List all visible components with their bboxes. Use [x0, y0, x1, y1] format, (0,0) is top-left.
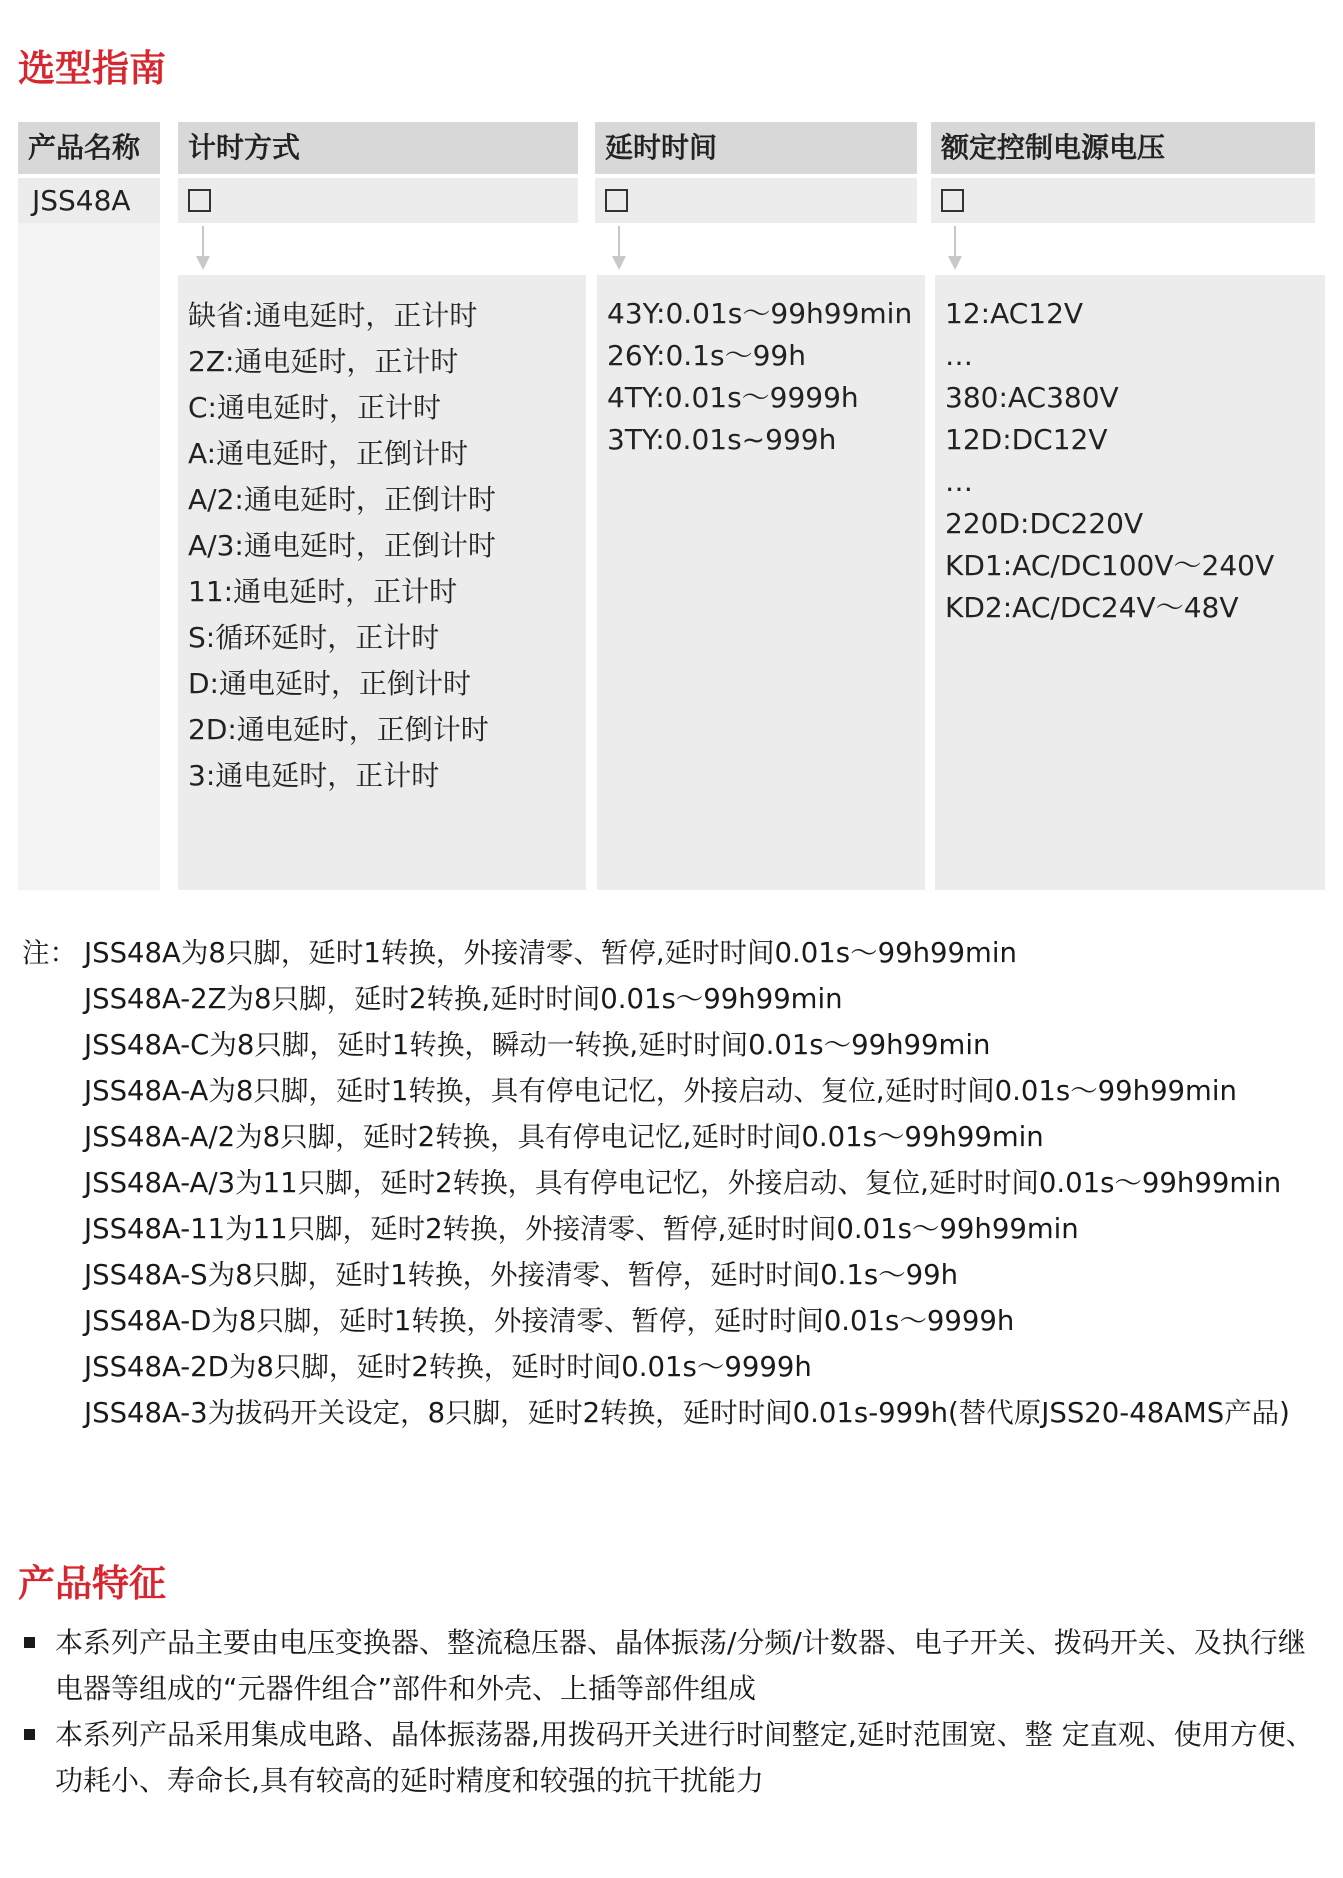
note-text: JSS48A-A/2为8只脚，延时2转换，具有停电记忆,延时时间0.01s～99h99min — [84, 1121, 1044, 1153]
note-line — [22, 1344, 1332, 1390]
feature-item — [22, 1620, 1322, 1712]
empty-box-icon — [188, 189, 211, 212]
delay-time-item: 4TY:0.01s～9999h — [607, 381, 859, 414]
delay-time-item: 3TY:0.01s~999h — [607, 423, 837, 456]
timing-mode-item: 2D:通电延时，正倒计时 — [188, 713, 489, 746]
timing-mode-placeholder — [178, 178, 578, 223]
note-line — [22, 1114, 1332, 1160]
voltage-item: 380:AC380V — [945, 381, 1119, 414]
note-text: JSS48A为8只脚，延时1转换，外接清零、暂停,延时时间0.01s～99h99min — [84, 937, 1017, 969]
square-bullet-icon — [24, 1729, 35, 1740]
timing-mode-item: 3:通电延时，正计时 — [188, 759, 440, 792]
delay-time-list — [597, 275, 925, 890]
note-line — [22, 1252, 1332, 1298]
features-title: 产品特征 — [18, 1562, 166, 1605]
voltage-item: KD1:AC/DC100V～240V — [945, 549, 1275, 582]
voltage-item: 12:AC12V — [945, 297, 1084, 330]
note-line — [22, 1160, 1332, 1206]
voltage-item: … — [945, 339, 973, 372]
voltage-item: KD2:AC/DC24V～48V — [945, 591, 1239, 624]
delay-time-item: 26Y:0.1s～99h — [607, 339, 806, 372]
down-arrow-icon — [609, 224, 629, 274]
note-text: JSS48A-A为8只脚，延时1转换，具有停电记忆，外接启动、复位,延时时间0.01s～99h99min — [84, 1075, 1237, 1107]
note-line — [22, 976, 1332, 1022]
note-text: JSS48A-C为8只脚，延时1转换，瞬动一转换,延时时间0.01s～99h99min — [84, 1029, 991, 1061]
header-timing-mode: 计时方式 — [178, 122, 578, 174]
note-text: JSS48A-3为拔码开关设定，8只脚，延时2转换，延时时间0.01s-999h(替代原JSS20-48AMS产品) — [84, 1397, 1290, 1429]
features-list — [22, 1620, 1322, 1804]
note-line — [22, 1298, 1332, 1344]
header-control-voltage: 额定控制电源电压 — [931, 122, 1315, 174]
feature-text: 本系列产品主要由电压变换器、整流稳压器、晶体振荡/分频/计数器、电子开关、拨码开关、及执行继电器等组成的“元器件组合”部件和外壳、上插等部件组成 — [55, 1626, 1306, 1705]
timing-mode-item: A/2:通电延时，正倒计时 — [188, 483, 496, 516]
timing-mode-item: 2Z:通电延时，正计时 — [188, 345, 459, 378]
timing-mode-list — [178, 275, 586, 890]
note-text: JSS48A-2Z为8只脚，延时2转换,延时时间0.01s～99h99min — [84, 983, 843, 1015]
voltage-list — [935, 275, 1325, 890]
empty-box-icon — [941, 189, 964, 212]
note-text: JSS48A-S为8只脚，延时1转换，外接清零、暂停，延时时间0.1s～99h — [84, 1259, 959, 1291]
voltage-item: 220D:DC220V — [945, 507, 1144, 540]
note-line — [22, 1068, 1332, 1114]
delay-time-item: 43Y:0.01s～99h99min — [607, 297, 913, 330]
feature-text: 本系列产品采用集成电路、晶体振荡器,用拨码开关进行时间整定,延时范围宽、整 定直观、使用方便、功耗小、寿命长,具有较高的延时精度和较强的抗干扰能力 — [55, 1718, 1314, 1797]
note-text: JSS48A-11为11只脚，延时2转换，外接清零、暂停,延时时间0.01s～99h99min — [84, 1213, 1079, 1245]
note-text: JSS48A-D为8只脚，延时1转换，外接清零、暂停，延时时间0.01s～9999h — [84, 1305, 1015, 1337]
empty-box-icon — [605, 189, 628, 212]
header-product-name: 产品名称 — [18, 122, 160, 174]
timing-mode-item: C:通电延时，正计时 — [188, 391, 441, 424]
timing-mode-item: S:循环延时，正计时 — [188, 621, 440, 654]
voltage-placeholder — [931, 178, 1315, 223]
note-text: JSS48A-A/3为11只脚，延时2转换，具有停电记忆，外接启动、复位,延时时间0.01s～99h99min — [84, 1167, 1282, 1199]
note-line — [22, 930, 1332, 976]
notes-section — [22, 930, 1332, 1436]
timing-mode-item: A/3:通电延时，正倒计时 — [188, 529, 496, 562]
down-arrow-icon — [945, 224, 965, 274]
product-value: JSS48A — [18, 178, 160, 223]
timing-mode-item: D:通电延时，正倒计时 — [188, 667, 471, 700]
voltage-item: … — [945, 465, 973, 498]
down-arrow-icon — [193, 224, 213, 274]
voltage-item: 12D:DC12V — [945, 423, 1108, 456]
selection-guide-title: 选型指南 — [18, 47, 166, 90]
note-text: JSS48A-2D为8只脚，延时2转换，延时时间0.01s～9999h — [84, 1351, 812, 1383]
note-line — [22, 1022, 1332, 1068]
timing-mode-item: 11:通电延时，正计时 — [188, 575, 458, 608]
product-column-strip — [18, 223, 160, 890]
feature-item — [22, 1712, 1322, 1804]
note-line — [22, 1206, 1332, 1252]
delay-time-placeholder — [595, 178, 917, 223]
header-delay-time: 延时时间 — [595, 122, 917, 174]
timing-mode-item: 缺省:通电延时，正计时 — [188, 299, 478, 332]
note-line — [22, 1390, 1332, 1436]
square-bullet-icon — [24, 1637, 35, 1648]
note-prefix: 注： — [22, 937, 77, 969]
timing-mode-item: A:通电延时，正倒计时 — [188, 437, 469, 470]
